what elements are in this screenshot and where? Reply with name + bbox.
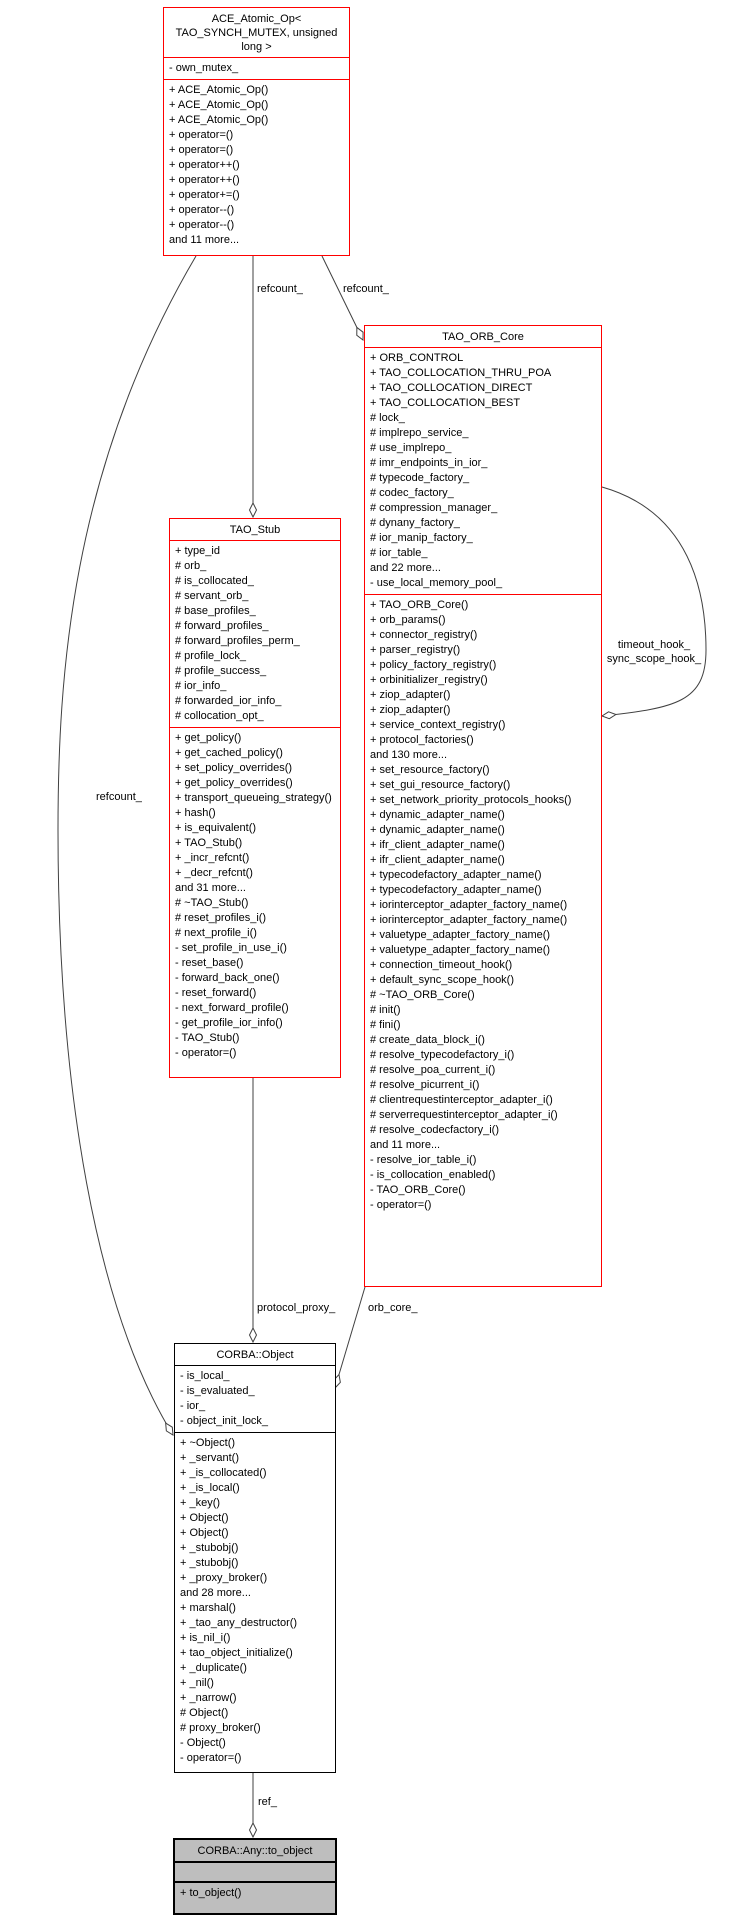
method-item: + _duplicate() <box>180 1662 247 1674</box>
method-item: + set_gui_resource_factory() <box>370 779 511 791</box>
attribute-item: # ior_info_ <box>175 680 227 692</box>
method-item: + connection_timeout_hook() <box>370 959 513 971</box>
class-title: ACE_Atomic_Op< TAO_SYNCH_MUTEX, unsigned long > <box>175 13 338 53</box>
method-item: + ifr_client_adapter_name() <box>370 854 505 866</box>
method-item: + operator=() <box>169 144 234 156</box>
method-item: + dynamic_adapter_name() <box>370 824 505 836</box>
method-item: + _stubobj() <box>180 1542 239 1554</box>
attribute-item: # forwarded_ior_info_ <box>175 695 282 707</box>
method-item: # ~TAO_Stub() <box>175 897 249 909</box>
method-item: + _stubobj() <box>180 1557 239 1569</box>
method-item: + ~Object() <box>180 1437 236 1449</box>
edge-label-protocol-proxy: protocol_proxy_ <box>257 1302 336 1314</box>
method-item: + operator=() <box>169 129 234 141</box>
attribute-item: # servant_orb_ <box>175 590 249 602</box>
attribute-item: # forward_profiles_perm_ <box>175 635 300 647</box>
attribute-item: - ior_ <box>180 1400 206 1412</box>
method-item: - TAO_Stub() <box>175 1032 240 1044</box>
class-attributes <box>170 540 340 727</box>
attribute-item: # is_collocated_ <box>175 575 254 587</box>
method-item: + _nil() <box>180 1677 214 1689</box>
attribute-item: - is_local_ <box>180 1370 230 1382</box>
class-box-tao-stub[interactable] <box>169 518 341 1078</box>
method-item: + ACE_Atomic_Op() <box>169 114 269 126</box>
method-item: + _servant() <box>180 1452 239 1464</box>
attribute-item: # codec_factory_ <box>370 487 454 499</box>
method-item: + valuetype_adapter_factory_name() <box>370 929 551 941</box>
attribute-item: # lock_ <box>370 412 405 424</box>
method-item: - Object() <box>180 1737 226 1749</box>
method-item: # resolve_picurrent_i() <box>370 1079 480 1091</box>
attribute-item: # use_implrepo_ <box>370 442 452 454</box>
attribute-item: # base_profiles_ <box>175 605 256 617</box>
method-item: + hash() <box>175 807 216 819</box>
method-item: + set_network_priority_protocols_hooks() <box>370 794 572 806</box>
attribute-item: + ORB_CONTROL <box>370 352 464 364</box>
attribute-item: # compression_manager_ <box>370 502 498 514</box>
method-item: - get_profile_ior_info() <box>175 1017 283 1029</box>
method-item: # next_profile_i() <box>175 927 257 939</box>
method-item: + operator--() <box>169 219 235 231</box>
class-methods <box>170 727 340 1064</box>
method-item: # fini() <box>370 1019 401 1031</box>
class-attributes <box>175 1365 335 1432</box>
attribute-item: - own_mutex_ <box>169 62 239 74</box>
method-item: + connector_registry() <box>370 629 478 641</box>
method-item: + Object() <box>180 1527 229 1539</box>
class-title: CORBA::Object <box>216 1349 294 1361</box>
attribute-item: # typecode_factory_ <box>370 472 470 484</box>
method-item: + typecodefactory_adapter_name() <box>370 884 542 896</box>
method-item: + protocol_factories() <box>370 734 474 746</box>
method-item: # proxy_broker() <box>180 1722 261 1734</box>
method-item: - operator=() <box>175 1047 237 1059</box>
method-item: + to_object() <box>180 1887 242 1899</box>
method-item: + default_sync_scope_hook() <box>370 974 515 986</box>
edge-label-timeout-hook: timeout_hook_ <box>617 639 691 651</box>
class-box-ace-atomic-op[interactable] <box>163 7 350 256</box>
method-item: + orbinitializer_registry() <box>370 674 488 686</box>
method-item: + _decr_refcnt() <box>175 867 253 879</box>
method-item: # serverrequestinterceptor_adapter_i() <box>370 1109 558 1121</box>
class-title: CORBA::Any::to_object <box>197 1845 313 1857</box>
method-item: and 130 more... <box>370 749 448 761</box>
method-item: + _narrow() <box>180 1692 237 1704</box>
method-item: - TAO_ORB_Core() <box>370 1184 466 1196</box>
class-methods <box>365 594 601 1216</box>
method-item: - set_profile_in_use_i() <box>175 942 287 954</box>
method-item: + Object() <box>180 1512 229 1524</box>
method-item: + ifr_client_adapter_name() <box>370 839 505 851</box>
edge-label-hooks <box>598 638 710 666</box>
method-item: + get_policy_overrides() <box>175 777 293 789</box>
class-attributes <box>175 1861 335 1881</box>
class-attributes <box>365 347 601 594</box>
method-item: + tao_object_initialize() <box>180 1647 293 1659</box>
edge-self-loop-hooks <box>602 487 706 716</box>
attribute-item: - use_local_memory_pool_ <box>370 577 503 589</box>
attribute-item: # dynany_factory_ <box>370 517 460 529</box>
attribute-item: # implrepo_service_ <box>370 427 469 439</box>
method-item: # ~TAO_ORB_Core() <box>370 989 475 1001</box>
attribute-item: + TAO_COLLOCATION_THRU_POA <box>370 367 552 379</box>
edge-label-refcount-object: refcount_ <box>96 791 142 803</box>
method-item: + ziop_adapter() <box>370 704 451 716</box>
attribute-item: # profile_success_ <box>175 665 267 677</box>
attribute-item: - object_init_lock_ <box>180 1415 269 1427</box>
attribute-item: # forward_profiles_ <box>175 620 269 632</box>
edge-orb-core <box>335 1287 365 1388</box>
method-item: + TAO_ORB_Core() <box>370 599 469 611</box>
edge-label-refcount-orb-core: refcount_ <box>343 283 389 295</box>
method-item: + policy_factory_registry() <box>370 659 497 671</box>
method-item: + ACE_Atomic_Op() <box>169 84 269 96</box>
method-item: + iorinterceptor_adapter_factory_name() <box>370 914 568 926</box>
attribute-item: + TAO_COLLOCATION_BEST <box>370 397 521 409</box>
method-item: + TAO_Stub() <box>175 837 243 849</box>
method-item: and 28 more... <box>180 1587 251 1599</box>
method-item: - reset_forward() <box>175 987 257 999</box>
edge-refcount-to-tao-orb-core <box>322 256 363 340</box>
class-methods <box>175 1432 335 1769</box>
class-box-corba-any-to-object[interactable] <box>173 1838 337 1915</box>
attribute-item: and 22 more... <box>370 562 441 574</box>
method-item: - forward_back_one() <box>175 972 280 984</box>
method-item: + valuetype_adapter_factory_name() <box>370 944 551 956</box>
method-item: + iorinterceptor_adapter_factory_name() <box>370 899 568 911</box>
class-title: TAO_ORB_Core <box>442 331 524 343</box>
attribute-item: # imr_endpoints_in_ior_ <box>370 457 488 469</box>
method-item: - resolve_ior_table_i() <box>370 1154 477 1166</box>
attribute-item: + TAO_COLLOCATION_DIRECT <box>370 382 533 394</box>
edge-label-ref: ref_ <box>258 1796 277 1808</box>
method-item: # Object() <box>180 1707 229 1719</box>
method-item: + is_nil_i() <box>180 1632 231 1644</box>
method-item: + _is_local() <box>180 1482 240 1494</box>
method-item: - operator=() <box>180 1752 242 1764</box>
attribute-item: + type_id <box>175 545 220 557</box>
method-item: and 11 more... <box>169 234 240 246</box>
method-item: + operator++() <box>169 174 240 186</box>
class-box-corba-object[interactable] <box>174 1343 336 1773</box>
method-item: # reset_profiles_i() <box>175 912 267 924</box>
edge-label-sync-scope-hook: sync_scope_hook_ <box>606 653 702 665</box>
method-item: + operator++() <box>169 159 240 171</box>
method-item: + _proxy_broker() <box>180 1572 268 1584</box>
attribute-item: # ior_table_ <box>370 547 428 559</box>
class-box-tao-orb-core[interactable] <box>364 325 602 1287</box>
class-methods <box>164 79 349 251</box>
edge-label-orb-core: orb_core_ <box>368 1302 418 1314</box>
method-item: + ACE_Atomic_Op() <box>169 99 269 111</box>
class-attributes <box>164 57 349 79</box>
method-item: # create_data_block_i() <box>370 1034 485 1046</box>
method-item: + get_policy() <box>175 732 242 744</box>
method-item: + _key() <box>180 1497 221 1509</box>
attribute-item: # profile_lock_ <box>175 650 246 662</box>
attribute-item: # ior_manip_factory_ <box>370 532 473 544</box>
class-title: TAO_Stub <box>229 524 281 536</box>
method-item: # clientrequestinterceptor_adapter_i() <box>370 1094 553 1106</box>
method-item: + parser_registry() <box>370 644 461 656</box>
method-item: # resolve_poa_current_i() <box>370 1064 496 1076</box>
attribute-item: # collocation_opt_ <box>175 710 264 722</box>
method-item: # resolve_codecfactory_i() <box>370 1124 500 1136</box>
method-item: + _incr_refcnt() <box>175 852 250 864</box>
method-item: # resolve_typecodefactory_i() <box>370 1049 515 1061</box>
method-item: - operator=() <box>370 1199 432 1211</box>
method-item: + service_context_registry() <box>370 719 506 731</box>
method-item: + ziop_adapter() <box>370 689 451 701</box>
method-item: + typecodefactory_adapter_name() <box>370 869 542 881</box>
method-item: + orb_params() <box>370 614 446 626</box>
method-item: + set_policy_overrides() <box>175 762 293 774</box>
method-item: + transport_queueing_strategy() <box>175 792 332 804</box>
method-item: + set_resource_factory() <box>370 764 490 776</box>
method-item: + _is_collocated() <box>180 1467 267 1479</box>
attribute-item: # orb_ <box>175 560 207 572</box>
method-item: - reset_base() <box>175 957 244 969</box>
method-item: and 31 more... <box>175 882 246 894</box>
method-item: - is_collocation_enabled() <box>370 1169 496 1181</box>
method-item: - next_forward_profile() <box>175 1002 289 1014</box>
method-item: # init() <box>370 1004 401 1016</box>
attribute-item: - is_evaluated_ <box>180 1385 255 1397</box>
method-item: + get_cached_policy() <box>175 747 283 759</box>
method-item: + _tao_any_destructor() <box>180 1617 298 1629</box>
class-methods <box>175 1881 335 1904</box>
method-item: + is_equivalent() <box>175 822 257 834</box>
method-item: + marshal() <box>180 1602 236 1614</box>
method-item: + dynamic_adapter_name() <box>370 809 505 821</box>
method-item: + operator--() <box>169 204 235 216</box>
edge-label-refcount-stub: refcount_ <box>257 283 303 295</box>
method-item: and 11 more... <box>370 1139 441 1151</box>
method-item: + operator+=() <box>169 189 240 201</box>
